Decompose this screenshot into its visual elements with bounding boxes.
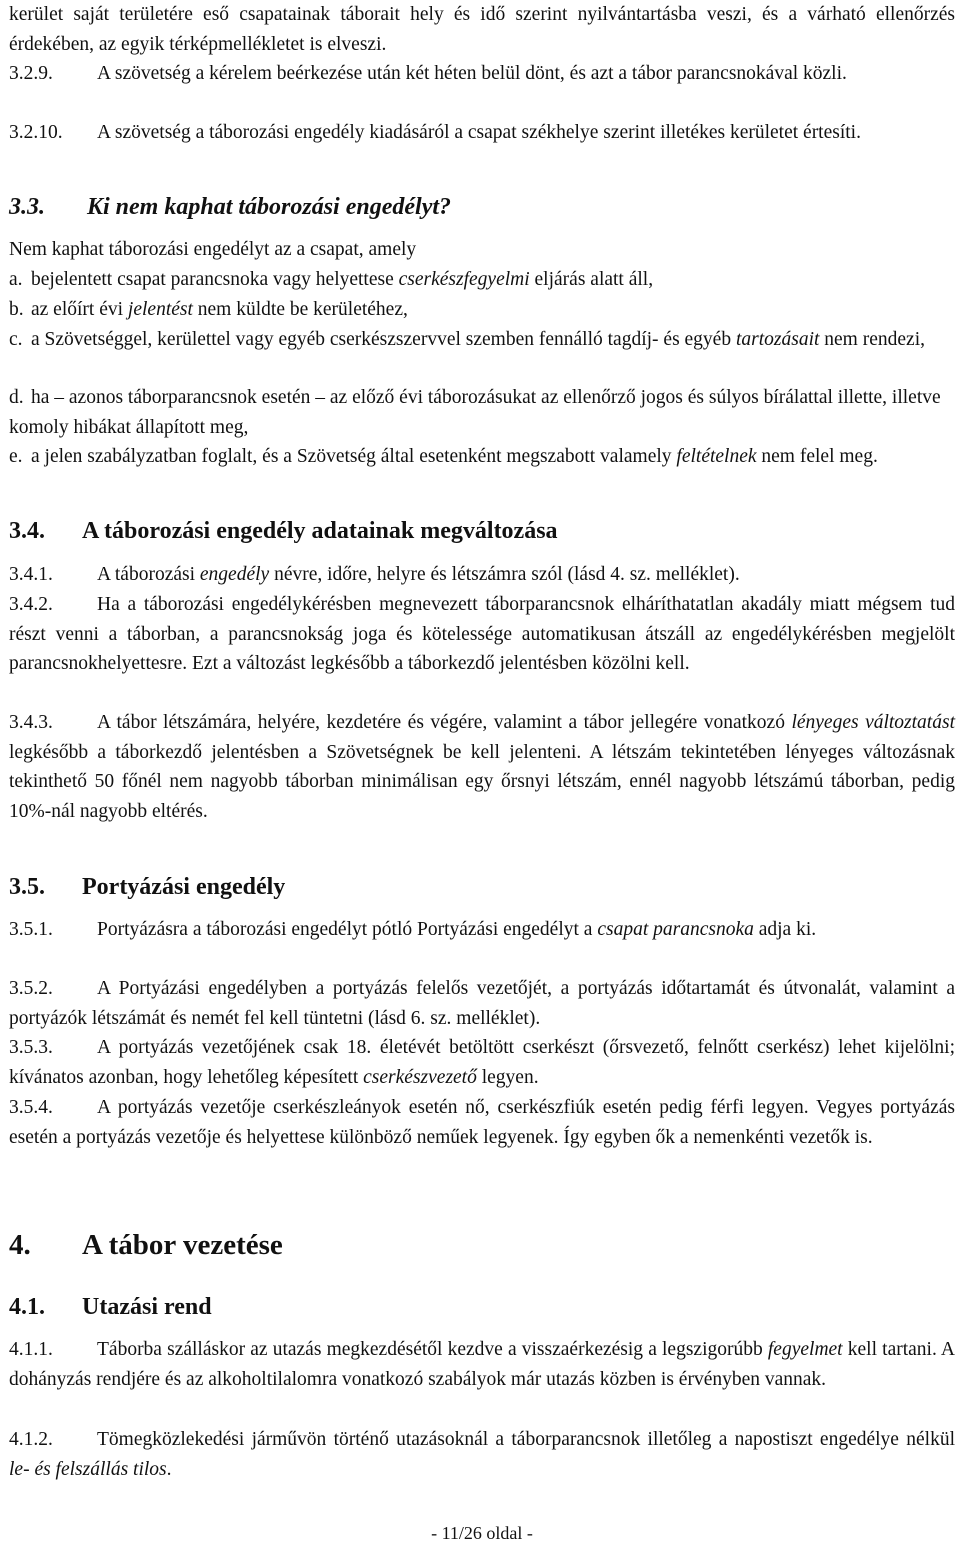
paragraph-3-5-3: 3.5.3. A portyázás vezetőjének csak 18. életévét betöltött cserkészt (őrsvezető, felnőtt cserkész) lehet kijelölni; kívánatos azonban, hogy lehetőleg képesített cserkészvezető legyen.	[9, 1037, 955, 1088]
paragraph-3-2-10: 3.2.10. A szövetség a táborozási engedély kiadásáról a csapat székhelye szerint illetékes kerületet értesíti.	[9, 118, 955, 148]
paragraph-3-5-4: 3.5.4. A portyázás vezetője cserkészleányok esetén nő, cserkészfiúk esetén pedig férfi legyen. Vegyes portyázás esetén a portyázás vezetője és helyettese különböző neműek legyenek. Így egyben ők a nemenkénti vezetők is.	[9, 1097, 955, 1148]
section-heading-4-1: 4.1. Utazási rend	[9, 1294, 212, 1320]
paragraph-3-2-8-continuation: kerület saját területére eső csapatainak táborait hely és idő szerint nyilvántartásba veszi, és a várható ellenőrzés érdekében, az egyik térképmellékletet is elveszi.	[9, 4, 955, 55]
paragraph-3-4-3: 3.4.3. A tábor létszámára, helyére, kezdetére és végére, valamint a tábor jellegére vonatkozó lényeges változtatást legkésőbb a táborkezdő jelentésben a Szövetségnek be kell jelenteni. A létszám tekintetében lényeges változásnak tekinthető 50 főnél nem nagyobb táborban minimálisan egy őrsnyi létszám, ennél nagyobb létszámú táborban, pedig 10%-nál nagyobb eltérés.	[9, 712, 955, 822]
list-item-e: e. a jelen szabályzatban foglalt, és a Szövetség által esetenként megszabott valamely feltételnek nem felel meg.	[9, 446, 878, 467]
paragraph-3-4-1: 3.4.1. A táborozási engedély névre, időre, helyre és létszámra szól (lásd 4. sz. melléklet).	[9, 564, 740, 585]
list-item-b: b. az előírt évi jelentést nem küldte be kerületéhez,	[9, 299, 408, 320]
page-footer: - 11/26 oldal -	[431, 1523, 533, 1543]
section-heading-3-3: 3.3. Ki nem kaphat táborozási engedélyt?	[9, 194, 452, 220]
section-3-3-intro: Nem kaphat táborozási engedélyt az a csapat, amely	[9, 239, 417, 260]
paragraph-4-1-1: 4.1.1. Táborba szálláskor az utazás megkezdésétől kezdve a visszaérkezésig a legszigorúbb fegyelmet kell tartani. A dohányzás rendjére és az alkoholtilalomra vonatkozó szabályok már utazás közben is érvényben vannak.	[9, 1339, 955, 1390]
paragraph-3-5-2: 3.5.2. A Portyázási engedélyben a portyázás felelős vezetőjét, a portyázás időtartamát és útvonalát, valamint a portyázók létszámát és nemét fel kell tüntetni (lásd 6. sz. melléklet).	[9, 978, 955, 1029]
paragraph-number: 3.2.10.	[9, 122, 63, 143]
list-item-d: d. ha – azonos táborparancsnok esetén – az előző évi táborozásukat az ellenőrző jogos és súlyos bírálattal illette, illetve komoly hibákat állapított meg,	[9, 387, 941, 438]
paragraph-4-1-2: 4.1.2. Tömegközlekedési járművön történő utazásoknál a táborparancsnok illetőleg a napostiszt engedélye nélkül le- és felszállás tilos.	[9, 1429, 955, 1480]
list-item-a: a. bejelentett csapat parancsnoka vagy helyettese cserkészfegyelmi eljárás alatt áll,	[9, 269, 654, 290]
chapter-heading-4: 4. A tábor vezetése	[9, 1229, 283, 1261]
list-item-c: c. a Szövetséggel, kerülettel vagy egyéb cserkészszervvel szemben fennálló tagdíj- és egyéb tartozásait nem rendezi,	[9, 329, 925, 350]
paragraph-number: 3.2.9.	[9, 63, 53, 84]
section-heading-3-5: 3.5. Portyázási engedély	[9, 874, 286, 900]
paragraph-3-2-9: 3.2.9. A szövetség a kérelem beérkezése után két héten belül dönt, és azt a tábor parancsnokával közli.	[9, 59, 955, 89]
paragraph-3-5-1: 3.5.1. Portyázásra a táborozási engedélyt pótló Portyázási engedélyt a csapat parancsnoka adja ki.	[9, 919, 817, 940]
paragraph-3-4-2: 3.4.2. Ha a táborozási engedélykérésben megnevezett táborparancsnok elháríthatatlan akadály miatt mégsem tud részt venni a táborban, a parancsnokság joga és kötelessége automatikusan átszáll az engedélykérésben megjelölt parancsnokhelyettesre. Ezt a változást legkésőbb a táborkezdő jelentésben közölni kell.	[9, 594, 955, 674]
section-heading-3-4: 3.4. A táborozási engedély adatainak megváltozása	[9, 518, 558, 544]
